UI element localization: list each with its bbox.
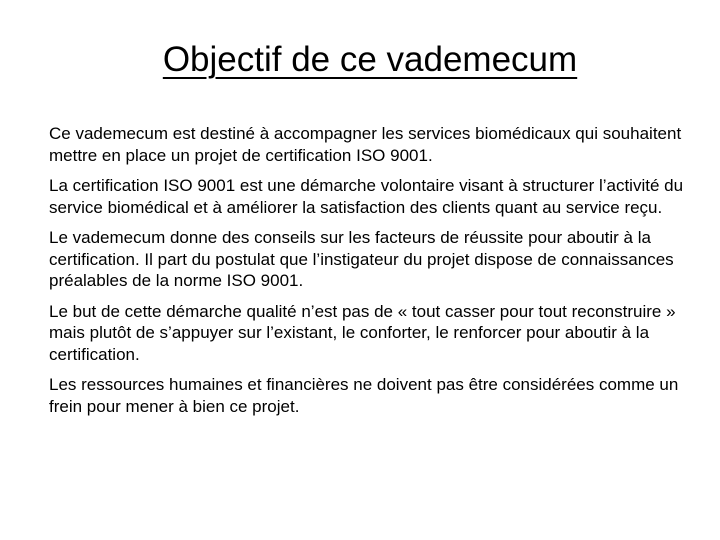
slide-title: Objectif de ce vademecum [162,40,578,79]
paragraph-certification: La certification ISO 9001 est une démarche volontaire visant à structurer l’activité du service biomédical et à améliorer la satisfaction des clients quant au service reçu. [49,176,684,217]
paragraph-goal: Le but de cette démarche qualité n’est pas de « tout casser pour tout reconstruire » mais plutôt de s’appuyer sur l’existant, le conforter, le renforcer pour aboutir à la certification. [49,301,676,364]
paragraph-resources: Les ressources humaines et financières ne doivent pas être considérées comme un frein pour mener à bien ce projet. [49,375,679,416]
paragraph-advice: Le vademecum donne des conseils sur les facteurs de réussite pour aboutir à la certification. Il part du postulat que l’instigateur du projet dispose de connaissances préalables de la norme ISO 9001. [49,228,674,290]
slide-body [49,123,689,426]
paragraph-purpose: Ce vademecum est destiné à accompagner les services biomédicaux qui souhaitent mettre en place un projet de certification ISO 9001. [49,124,682,165]
